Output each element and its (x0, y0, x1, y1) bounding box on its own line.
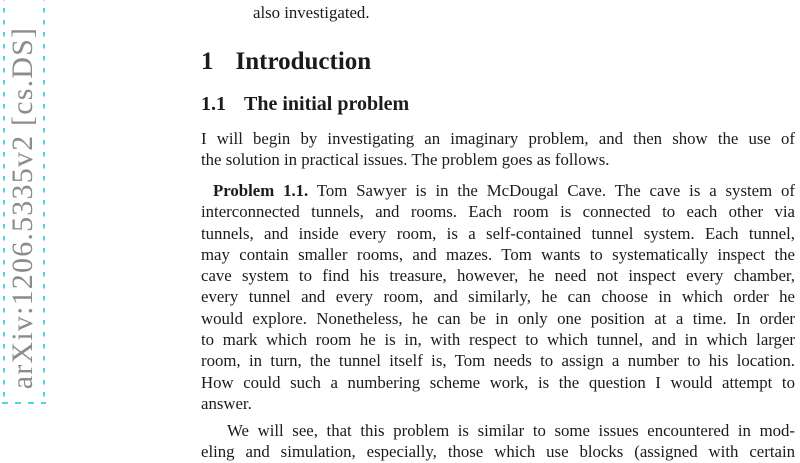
closing-paragraph (201, 420, 795, 463)
arxiv-watermark: arXiv:1206.5335v2 [cs.DS] (6, 26, 39, 390)
text-line: interconnected tunnels, and rooms. Each room is connected to each other via (201, 202, 795, 222)
section-number: 1 (201, 48, 214, 75)
section-heading (201, 47, 371, 76)
text-line: room, in turn, the tunnel itself is, Tom needs to assign a number to his location. (201, 351, 795, 371)
text-line: How could such a numbering scheme work, is the question I would attempt to (201, 372, 795, 392)
text-line: would explore. Nonetheless, he can be in only one position at a time. In order (201, 308, 795, 328)
text-line: may contain smaller rooms, and mazes. Tom wants to systematically inspect the (201, 244, 795, 264)
intro-paragraph (201, 128, 795, 171)
document-content (201, 0, 795, 462)
text-line: We will see, that this problem is similar to some issues encountered in mod- (227, 421, 795, 440)
problem-first-line-text: Tom Sawyer is in the McDougal Cave. The cave is a system of (316, 181, 795, 200)
text-line: the solution in practical issues. The problem goes as follows. (201, 150, 610, 170)
problem-body-lines (201, 201, 795, 414)
problem-label: Problem 1.1. (213, 181, 309, 200)
problem-first-line (201, 180, 795, 201)
problem-paragraph (201, 180, 795, 414)
section-title: Introduction (235, 48, 372, 75)
text-line: to mark which room he is in, with respect to which tunnel, and in which larger (201, 330, 795, 350)
text-line: cave system to find his treasure, however, he need not inspect every chamber, (201, 266, 795, 286)
subsection-title: The initial problem (244, 93, 410, 115)
text-line: every tunnel and every room, and similarly, he can choose in which order he (201, 287, 795, 307)
text-line: answer. (201, 393, 252, 413)
text-line: eling and simulation, especially, those which use blocks (assigned with certain (201, 442, 795, 462)
abstract-last-line: also investigated. (253, 3, 370, 22)
text-line: I will begin by investigating an imaginary problem, and then show the use of (201, 129, 795, 148)
subsection-number: 1.1 (201, 93, 226, 115)
text-line: tunnels, and inside every room, is a self-contained tunnel system. Each tunnel, (201, 223, 795, 243)
subsection-heading (201, 92, 409, 116)
